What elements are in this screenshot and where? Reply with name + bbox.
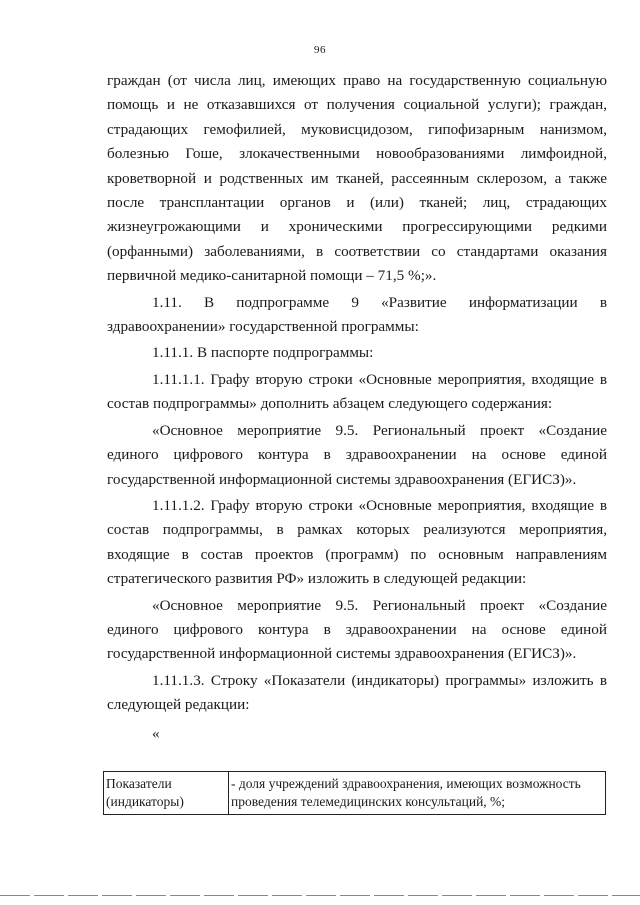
paragraph: «Основное мероприятие 9.5. Региональный проект «Создание единого цифрового контура в здравоохранении на основе единой государственной информационной системы здравоохранения (ЕГИСЗ)». xyxy=(107,421,607,488)
table-row xyxy=(104,772,606,815)
opening-quote: « xyxy=(152,724,160,742)
paragraph: 1.11.1.1. Графу вторую строки «Основные мероприятия, входящие в состав подпрограммы» дополнить абзацем следующего содержания: xyxy=(107,370,607,413)
paragraph: 1.11.1.2. Графу вторую строки «Основные мероприятия, входящие в состав подпрограммы, в рамках которых реализуются мероприятия, входящие в состав проектов (программ) по основным направлениям стратегического развития РФ» изложить в следующей редакции: xyxy=(107,496,607,588)
paragraph: 1.11. В подпрограмме 9 «Развитие информатизации в здравоохранении» государственной программы: xyxy=(107,293,607,336)
table-value-cell: - доля учреждений здравоохранения, имеющих возможность проведения телемедицинских консультаций, %; xyxy=(229,772,606,815)
paragraph: «Основное мероприятие 9.5. Региональный проект «Создание единого цифрового контура в здравоохранении на основе единой государственной информационной системы здравоохранения (ЕГИСЗ)». xyxy=(107,596,607,663)
document-body xyxy=(107,69,607,748)
paragraph: 1.11.1.3. Строку «Показатели (индикаторы) программы» изложить в следующей редакции: xyxy=(107,671,607,714)
table-label-cell: Показатели (индикаторы) xyxy=(104,772,229,815)
footer-rule xyxy=(0,895,640,896)
page-number: 96 xyxy=(314,44,326,56)
paragraph: 1.11.1. В паспорте подпрограммы: xyxy=(152,344,374,362)
paragraph: граждан (от числа лиц, имеющих право на государственную социальную помощь и не отказавшихся от получения социальной услуги); граждан, страдающих гемофилией, муковисцидозом, гипофизарным нанизмом, болезнью Гоше, злокачественными новообразованиями лимфоидной, кроветворной и родственных им тканей, рассеянным склерозом, а также после трансплантации органов и (или) тканей; лиц, страдающих жизнеугрожающими и хроническими прогрессирующими редкими (орфанными) заболеваниями, в соответствии со стандартами оказания первичной медико-санитарной помощи – 71,5 %;». xyxy=(107,72,607,285)
indicators-table xyxy=(103,771,606,815)
